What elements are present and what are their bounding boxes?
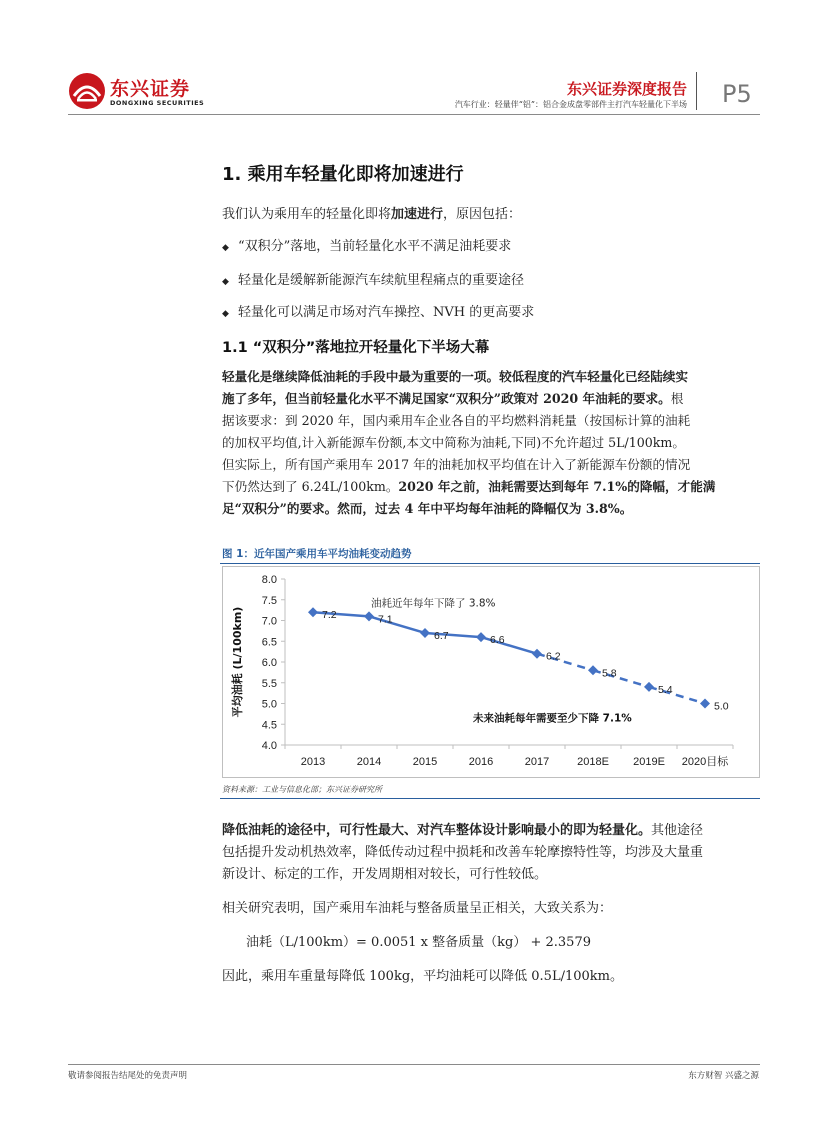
- bullet-diamond-icon: ◆: [222, 309, 229, 319]
- y-axis-label: 平均油耗 (L/100km): [231, 606, 244, 718]
- paragraph-line: [222, 410, 715, 432]
- emphasis-text: 降低油耗的途径中，可行性最大、对汽车整体设计影响最小的即为轻量化。: [222, 823, 652, 838]
- paragraph-line: [222, 842, 703, 864]
- body-text: 但实际上，所有国产乘用车 2017 年的油耗加权平均值在计入了新能源车份额的情况: [222, 457, 691, 472]
- paragraph-line: [222, 476, 715, 498]
- data-label: 6.7: [434, 629, 449, 642]
- section-heading: 1. 乘用车轻量化即将加速进行: [222, 164, 464, 185]
- chart-frame: [222, 566, 760, 778]
- x-tick-label: 2020目标: [681, 756, 729, 768]
- data-label: 5.0: [714, 700, 729, 713]
- paragraph-lightweighting: [222, 820, 703, 886]
- body-text: 新设计、标定的工作，开发周期相对较长，可行性较低。: [222, 867, 548, 882]
- paragraph-line: [222, 454, 715, 476]
- body-text: 下仍然达到了 6.24L/100km。: [222, 479, 399, 494]
- data-label: 6.6: [490, 634, 505, 647]
- data-label: 7.2: [322, 609, 337, 622]
- paragraph-line: [222, 432, 715, 454]
- body-text: 的加权平均值,计入新能源车份额,本文中简称为油耗,下同)不允许超过 5L/100km。: [222, 435, 685, 450]
- bullet-item: [222, 270, 524, 293]
- y-tick-label: 8.0: [261, 574, 277, 586]
- y-tick-label: 6.5: [261, 636, 277, 649]
- footer-slogan: 东方财智 兴盛之源: [688, 1071, 759, 1081]
- emphasis-text: 2020 年之前，油耗需要达到每年 7.1%的降幅，才能满: [398, 479, 716, 494]
- annotation-past-decline: 油耗近年每年下降了 3.8%: [371, 597, 496, 610]
- paragraph-conclusion: 因此，乘用车重量每降低 100kg，平均油耗可以降低 0.5L/100km。: [222, 969, 623, 984]
- emphasis-text: 施了多年，但当前轻量化水平不满足国家“双积分”政策对 2020 年油耗的要求。: [222, 391, 671, 406]
- fuel-consumption-line-chart: [223, 567, 759, 777]
- bullet-text: “双积分”落地，当前轻量化水平不满足油耗要求: [238, 239, 512, 254]
- intro-text: 我们认为乘用车的轻量化即将: [222, 207, 392, 222]
- footer-disclaimer: 敬请参阅报告结尾处的免责声明: [68, 1071, 188, 1081]
- data-point-marker: [308, 607, 318, 617]
- data-point-marker: [588, 665, 598, 675]
- paragraph-line: [222, 498, 715, 520]
- paragraph-double-credit: [222, 366, 715, 520]
- data-point-marker: [644, 682, 654, 692]
- y-tick-label: 6.0: [261, 657, 277, 669]
- data-label: 5.8: [602, 667, 617, 680]
- paragraph-line: [222, 820, 703, 842]
- formula: 油耗（L/100km）= 0.0051 x 整备质量（kg） + 2.3579: [246, 935, 591, 950]
- figure-bottom-rule: [220, 798, 760, 799]
- dongxing-logo-emblem: [68, 72, 106, 110]
- body-text: 据该要求：到 2020 年，国内乘用车企业各自的平均燃料消耗量（按国标计算的油耗: [222, 413, 691, 428]
- bullet-text: 轻量化是缓解新能源汽车续航里程痛点的重要途径: [238, 273, 525, 288]
- report-subtitle: 汽车行业：轻量伴“铝”：铝合金成盘零部件主打汽车轻量化下半场: [454, 100, 687, 109]
- x-tick-label: 2017: [524, 756, 550, 768]
- y-tick-label: 5.0: [261, 698, 277, 711]
- bullet-diamond-icon: ◆: [222, 243, 229, 253]
- intro-paragraph: [222, 204, 521, 226]
- paragraph-line: [222, 388, 715, 410]
- paragraph-line: [222, 864, 703, 886]
- x-tick-label: 2013: [300, 756, 326, 768]
- emphasis-text: 足“双积分”的要求。然而，过去 4 年中平均每年油耗的降幅仅为 3.8%。: [222, 501, 633, 516]
- data-point-marker: [532, 649, 542, 659]
- paragraph-research: 相关研究表明，国产乘用车油耗与整备质量呈正相关，大致关系为：: [222, 901, 613, 916]
- y-tick-label: 7.0: [261, 615, 277, 628]
- emphasis-text: 轻量化是继续降低油耗的手段中最为重要的一项。较低程度的汽车轻量化已经陆续实: [222, 369, 688, 384]
- x-tick-label: 2015: [412, 756, 438, 768]
- figure-title-rule: [220, 563, 760, 564]
- body-text: 根: [670, 391, 684, 406]
- report-title: 东兴证券深度报告: [566, 80, 687, 98]
- subsection-heading: 1.1 “双积分”落地拉开轻量化下半场大幕: [222, 340, 490, 356]
- x-tick-label: 2018E: [577, 756, 609, 768]
- page-number: P5: [722, 80, 752, 108]
- x-tick-label: 2016: [468, 756, 494, 768]
- data-point-marker: [700, 699, 710, 709]
- x-tick-label: 2014: [356, 756, 382, 768]
- bullet-diamond-icon: ◆: [222, 277, 229, 287]
- bullet-text: 轻量化可以满足市场对汽车操控、NVH 的更高要求: [238, 305, 535, 320]
- x-tick-label: 2019E: [633, 756, 665, 768]
- figure-source: 资料来源：工业与信息化部；东兴证券研究所: [222, 785, 382, 794]
- data-label: 5.4: [658, 683, 673, 696]
- header-divider: [696, 72, 697, 110]
- y-tick-label: 4.5: [261, 719, 277, 732]
- data-label: 7.1: [378, 613, 393, 626]
- paragraph-line: [222, 366, 715, 388]
- data-point-marker: [364, 611, 374, 621]
- footer-rule: [68, 1064, 760, 1065]
- bullet-item: [222, 302, 534, 325]
- data-label: 6.2: [546, 650, 561, 663]
- header-rule: [68, 114, 760, 115]
- y-tick-label: 5.5: [261, 677, 277, 690]
- logo-text-cn: 东兴证券: [110, 78, 191, 100]
- logo-text-en: DONGXING SECURITIES: [110, 99, 205, 107]
- y-tick-label: 4.0: [261, 740, 277, 752]
- intro-emphasis: 加速进行: [391, 207, 444, 222]
- intro-text-end: ，原因包括：: [443, 207, 522, 222]
- figure-title: 图 1：近年国产乘用车平均油耗变动趋势: [222, 548, 412, 560]
- body-text: 其他途径: [651, 823, 704, 838]
- data-point-marker: [476, 632, 486, 642]
- bullet-item: [222, 236, 511, 259]
- y-tick-label: 7.5: [261, 594, 277, 607]
- data-point-marker: [420, 628, 430, 638]
- annotation-future-decline: 未来油耗每年需要至少下降 7.1%: [473, 712, 632, 725]
- body-text: 包括提升发动机热效率，降低传动过程中损耗和改善车轮摩擦特性等，均涉及大量重: [222, 845, 704, 860]
